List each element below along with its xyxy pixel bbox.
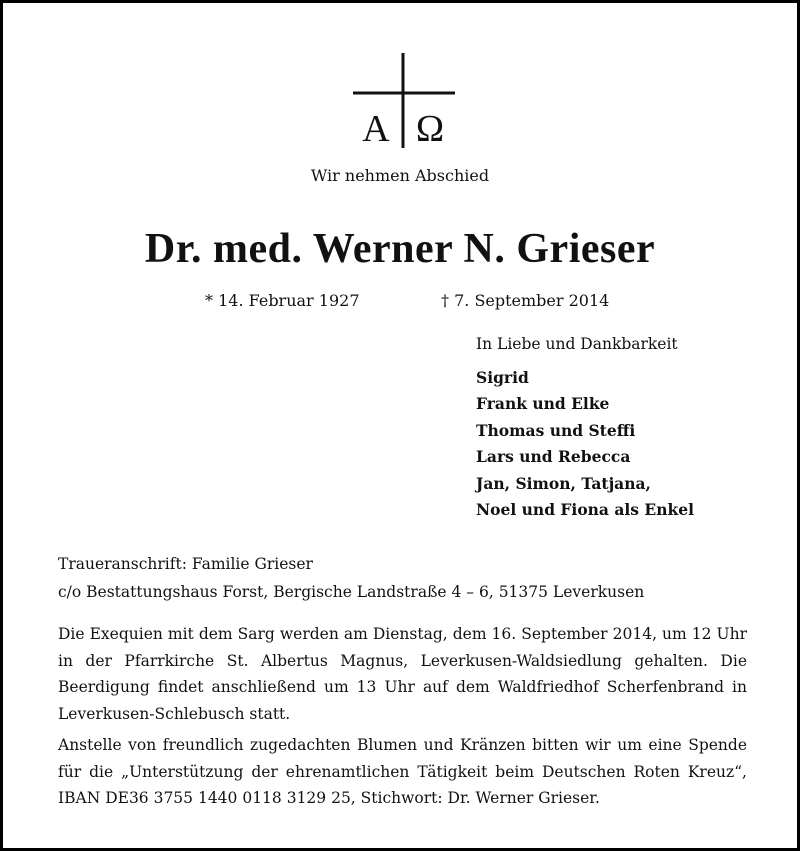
- mourner-item: Jan, Simon, Tatjana,: [476, 473, 651, 493]
- mourner-item: Sigrid: [476, 368, 529, 387]
- mourning-address-line-1: Traueranschrift: Familie Grieser: [58, 555, 313, 573]
- birth-date: * 14. Februar 1927: [205, 291, 360, 310]
- dedication-line: In Liebe und Dankbarkeit: [476, 335, 678, 353]
- omega-glyph: Ω: [415, 108, 445, 148]
- deceased-name: Dr. med. Werner N. Grieser: [144, 226, 656, 272]
- cross-alpha-omega-icon: [349, 53, 459, 148]
- intro-text: Wir nehmen Abschied: [310, 166, 490, 185]
- service-paragraph: Die Exequien mit dem Sarg werden am Dienstag, dem 16. September 2014, um 12 Uhr in der Pfarrkirche St. Albertus Magnus, Leverkusen-Waldsiedlung gehalten. Die Beerdigung findet anschließend um 13 Uhr auf dem Waldfriedhof Scherfenbrand in Leverkusen-Schlebusch statt.: [58, 625, 747, 723]
- mourner-item: Thomas und Steffi: [476, 420, 636, 440]
- mourning-address-line-2: c/o Bestattungshaus Forst, Bergische Landstraße 4 – 6, 51375 Leverkusen: [58, 583, 645, 601]
- mourners-list: [476, 365, 694, 523]
- mourner-item: Frank und Elke: [476, 394, 610, 414]
- mourner-item: Lars und Rebecca: [476, 447, 631, 467]
- death-date: † 7. September 2014: [441, 291, 610, 310]
- alpha-glyph: A: [362, 108, 390, 148]
- donation-paragraph: Anstelle von freundlich zugedachten Blumen und Kränzen bitten wir um eine Spende für die „Unterstützung der ehrenamtlichen Tätigkeit beim Deutschen Roten Kreuz“, IBAN DE36 3755 1440 0118 3129 25, Stichwort: Dr. Werner Grieser.: [58, 736, 747, 807]
- mourner-item: Noel und Fiona als Enkel: [476, 500, 694, 520]
